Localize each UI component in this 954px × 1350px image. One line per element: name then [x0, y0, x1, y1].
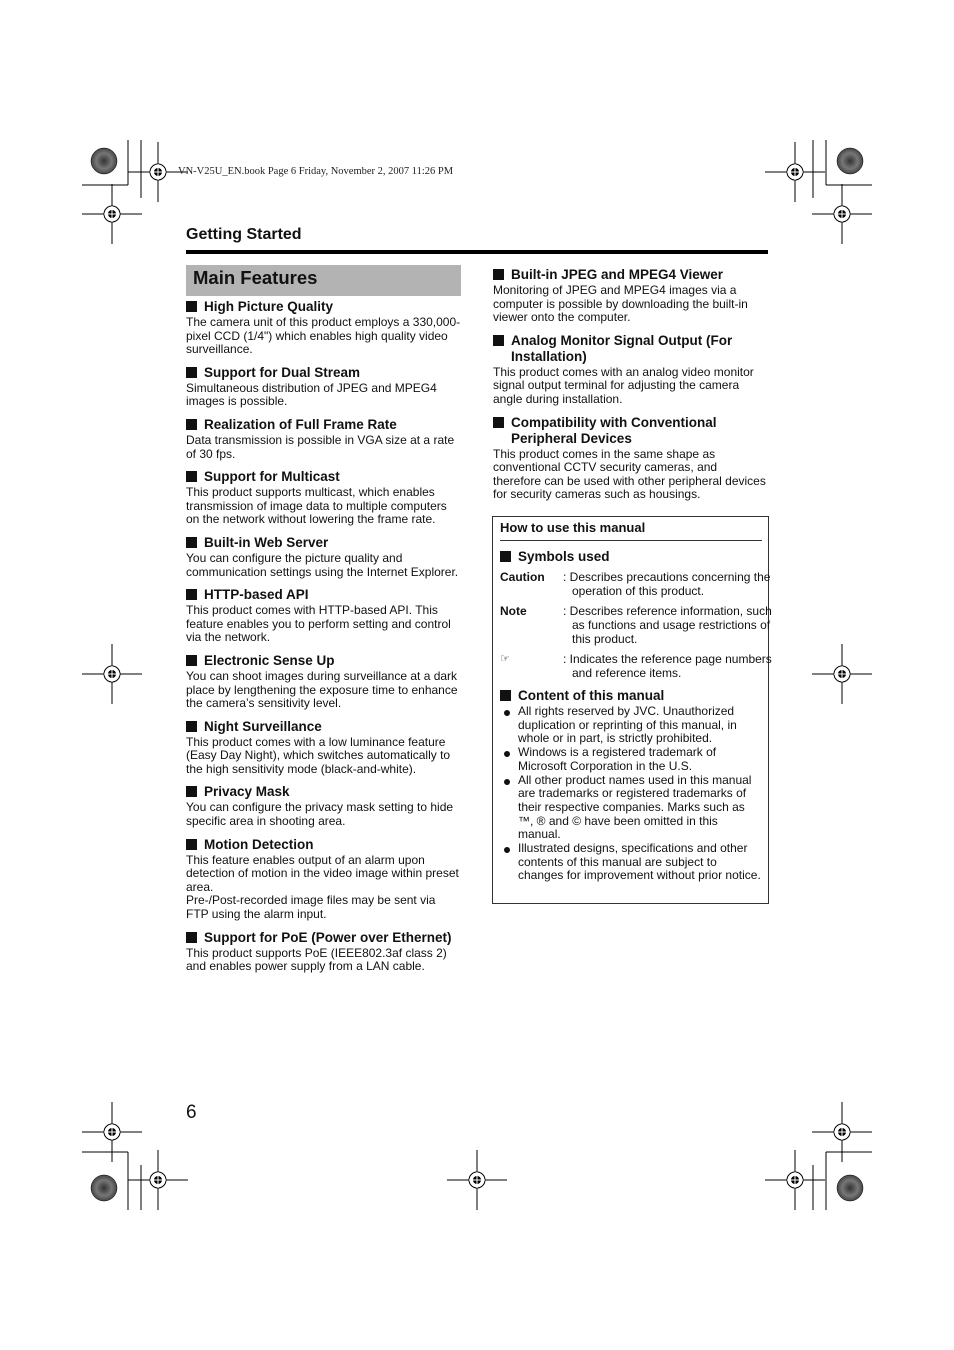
square-bullet-icon — [493, 269, 504, 280]
feature-item — [186, 469, 461, 527]
feature-body: You can configure the privacy mask setting to hide specific area in shooting area. — [186, 800, 454, 829]
box-title: How to use this manual — [500, 520, 762, 541]
header-rule — [186, 250, 768, 254]
feature-body: This product supports PoE (IEEE802.3af class 2) and enables power supply from a LAN cable. — [186, 945, 447, 974]
square-bullet-icon — [493, 417, 504, 428]
symbols-heading: Symbols used — [518, 549, 610, 564]
feature-item — [186, 719, 461, 777]
symbol-key: Caution — [500, 570, 545, 584]
feature-title: Analog Monitor Signal Output (For Installation) — [511, 332, 733, 364]
list-item: Windows is a registered trademark of Microsoft Corporation in the U.S. — [500, 746, 762, 773]
square-bullet-icon — [186, 301, 197, 312]
feature-item — [186, 784, 461, 828]
square-bullet-icon — [186, 367, 197, 378]
feature-body: This product supports multicast, which enables transmission of image data to multiple computers on the network without lowering the frame rate. — [186, 485, 447, 527]
square-bullet-icon — [186, 589, 197, 600]
feature-body: Monitoring of JPEG and MPEG4 images via a computer is possible by downloading the built-in viewer onto the computer. — [493, 283, 748, 325]
feature-item — [186, 837, 461, 922]
feature-title: Built-in JPEG and MPEG4 Viewer — [511, 267, 724, 282]
feature-item — [186, 930, 461, 974]
square-bullet-icon — [186, 655, 197, 666]
symbol-key: Note — [500, 604, 527, 618]
feature-item — [186, 417, 461, 461]
feature-body: You can shoot images during surveillance at a dark place by lengthening the exposure time to enhance the camera’s sensitivity level. — [186, 668, 458, 711]
symbol-desc: : Indicates the reference page numbers and reference items. — [563, 652, 772, 680]
feature-item — [186, 299, 461, 357]
square-bullet-icon — [186, 932, 197, 943]
bullet-dot-icon — [504, 751, 510, 757]
feature-item — [493, 415, 768, 502]
book-info-line: VN-V25U_EN.book Page 6 Friday, November 2, 2007 11:26 PM — [178, 166, 454, 177]
bullet-dot-icon — [504, 779, 510, 785]
feature-body: The camera unit of this product employs a 330,000-pixel CCD (1/4") which enables high quality video surveillance. — [186, 315, 461, 357]
feature-body: Data transmission is possible in VGA size at a rate of 30 fps. — [186, 432, 455, 461]
feature-item — [186, 653, 461, 711]
feature-body: This product comes with an analog video monitor signal output terminal for adjusting the camera angle during installation. — [493, 364, 754, 406]
symbol-desc: : Describes reference information, such as functions and usage restrictions of this product. — [563, 604, 772, 646]
page-number: 6 — [186, 1102, 197, 1123]
feature-body: You can configure the picture quality and communication settings using the Internet Explorer. — [186, 550, 459, 579]
square-bullet-icon — [500, 690, 511, 701]
square-bullet-icon — [186, 471, 197, 482]
manual-info-box — [492, 516, 772, 904]
bullet-dot-icon — [504, 710, 510, 716]
square-bullet-icon — [186, 537, 197, 548]
feature-title: Night Surveillance — [204, 718, 322, 734]
square-bullet-icon — [186, 839, 197, 850]
square-bullet-icon — [500, 551, 511, 562]
square-bullet-icon — [186, 721, 197, 732]
square-bullet-icon — [493, 335, 504, 346]
feature-title: Privacy Mask — [204, 784, 290, 800]
square-bullet-icon — [186, 786, 197, 797]
feature-title: Support for PoE (Power over Ethernet) — [204, 929, 452, 945]
feature-body: This product comes in the same shape as conventional CCTV security cameras, and therefore can be used with other peripheral devices for security cameras such as housings. — [493, 446, 766, 502]
page-title: Main Features — [193, 267, 318, 288]
feature-item — [186, 535, 461, 579]
feature-title: Realization of Full Frame Rate — [204, 416, 397, 432]
symbol-row-caution — [500, 570, 771, 600]
list-item: All rights reserved by JVC. Unauthorized duplication or reprinting of this manual, in whole or in part, is strictly prohibited. — [500, 705, 762, 746]
feature-title: Electronic Sense Up — [204, 652, 335, 668]
feature-title: Support for Dual Stream — [204, 364, 361, 380]
feature-title: HTTP-based API — [204, 587, 309, 603]
feature-item — [186, 587, 461, 645]
right-column — [493, 267, 768, 510]
symbol-desc: : Describes precautions concerning the operation of this product. — [563, 570, 771, 598]
section-label: Getting Started — [186, 226, 302, 243]
bullet-dot-icon — [504, 847, 510, 853]
left-column — [186, 299, 461, 982]
symbol-row-note — [500, 604, 772, 648]
feature-body: This feature enables output of an alarm upon detection of motion in the video image within preset area. Pre-/Post-recorded image files may be sent via FTP using the alarm input. — [186, 852, 459, 922]
list-item: Illustrated designs, specifications and other contents of this manual are subject to changes for improvement without prior notice. — [500, 842, 762, 883]
square-bullet-icon — [186, 419, 197, 430]
page-title-bar — [186, 265, 461, 296]
feature-item — [493, 333, 768, 407]
feature-body: This product comes with HTTP-based API. This feature enables you to perform setting and control via the network. — [186, 603, 451, 645]
feature-item — [186, 365, 461, 409]
feature-title: Support for Multicast — [204, 469, 340, 485]
feature-body: Simultaneous distribution of JPEG and MPEG4 images is possible. — [186, 380, 437, 409]
feature-title: High Picture Quality — [204, 299, 334, 314]
feature-item — [493, 267, 768, 325]
feature-title: Compatibility with Conventional Peripheral Devices — [511, 414, 717, 446]
content-heading: Content of this manual — [518, 688, 665, 703]
feature-title: Motion Detection — [204, 836, 314, 852]
symbol-row-reference — [500, 652, 772, 682]
pointing-hand-icon: ☞ — [500, 653, 510, 665]
feature-title: Built-in Web Server — [204, 534, 329, 550]
list-item: All other product names used in this manual are trademarks or registered trademarks of their respective companies. Marks such as ™, ® and © have been omitted in this manual. — [500, 774, 762, 843]
content-bullet-list — [500, 705, 762, 883]
feature-body: This product comes with a low luminance feature (Easy Day Night), which switches automatically to the high sensitivity mode (black-and-white). — [186, 734, 451, 776]
